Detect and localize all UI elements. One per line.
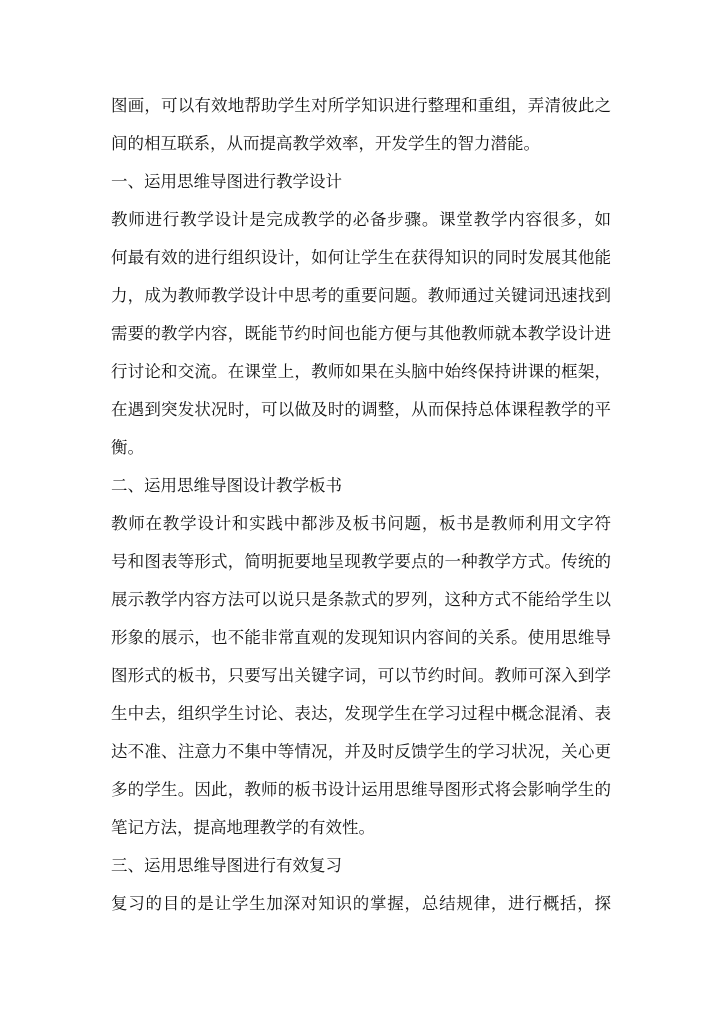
- body-text-line: 复习的目的是让学生加深对知识的掌握，总结规律，进行概括，探: [111, 894, 611, 913]
- body-text-line: 图画，可以有效地帮助学生对所学知识进行整理和重组，弄清彼此之: [111, 96, 611, 115]
- body-text-line: 教师进行教学设计是完成教学的必备步骤。课堂教学内容很多，如: [111, 210, 611, 229]
- section-heading: 一、运用思维导图进行教学设计: [111, 172, 342, 191]
- body-text-line: 力，成为教师教学设计中思考的重要问题。教师通过关键词迅速找到: [111, 286, 611, 305]
- body-text-line: 何最有效的进行组织设计，如何让学生在获得知识的同时发展其他能: [111, 248, 611, 267]
- body-text-line: 衡。: [111, 438, 144, 457]
- body-text-line: 达不准、注意力不集中等情况，并及时反馈学生的学习状况，关心更: [111, 742, 611, 761]
- body-text-line: 号和图表等形式，简明扼要地呈现教学要点的一种教学方式。传统的: [111, 552, 611, 571]
- body-text-line: 行讨论和交流。在课堂上，教师如果在头脑中始终保持讲课的框架，: [111, 362, 611, 381]
- section-heading: 三、运用思维导图进行有效复习: [111, 856, 342, 875]
- body-text-line: 形象的展示，也不能非常直观的发现知识内容间的关系。使用思维导: [111, 628, 611, 647]
- body-text-line: 多的学生。因此，教师的板书设计运用思维导图形式将会影响学生的: [111, 780, 611, 799]
- body-text-line: 笔记方法，提高地理教学的有效性。: [111, 818, 375, 837]
- body-text-line: 教师在教学设计和实践中都涉及板书问题，板书是教师利用文字符: [111, 514, 611, 533]
- body-text-line: 需要的教学内容，既能节约时间也能方便与其他教师就本教学设计进: [111, 324, 611, 343]
- body-text-line: 展示教学内容方法可以说只是条款式的罗列，这种方式不能给学生以: [111, 590, 611, 609]
- section-heading: 二、运用思维导图设计教学板书: [111, 476, 342, 495]
- body-text-line: 生中去，组织学生讨论、表达，发现学生在学习过程中概念混淆、表: [111, 704, 611, 723]
- body-text-line: 在遇到突发状况时，可以做及时的调整，从而保持总体课程教学的平: [111, 400, 611, 419]
- body-text-line: 间的相互联系，从而提高教学效率，开发学生的智力潜能。: [111, 134, 540, 153]
- body-text-line: 图形式的板书，只要写出关键字词，可以节约时间。教师可深入到学: [111, 666, 611, 685]
